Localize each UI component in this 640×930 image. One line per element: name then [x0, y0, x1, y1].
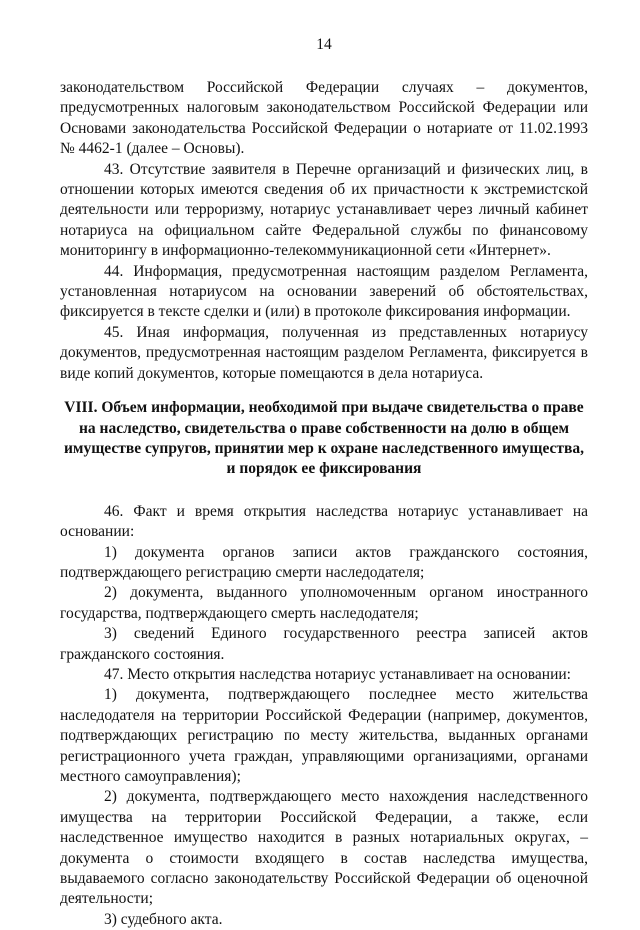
paragraph-47-item-3: 3) судебного акта. [104, 910, 223, 928]
paragraph-47-item-2: 2) документа, подтверждающего место нахождения наследственного имущества на территории Российской Федерации, а также, если наследственное имущество находится в разных нотариальных округах, – документа о стоимости входящего в состав наследства имущества, выдаваемого согласно законодательству Российской Федерации об оценочной деятельности; [60, 788, 588, 908]
paragraph-46-item-3: 3) сведений Единого государственного реестра записей актов гражданского состояния. [60, 625, 588, 663]
paragraph-46: 46. Факт и время открытия наследства нотариус устанавливает на основании: [60, 502, 588, 541]
paragraph-43: 43. Отсутствие заявителя в Перечне организаций и физических лиц, в отношении которых имеются сведения об их причастности к экстремистской деятельности или терроризму, нотариус устанавливает через личный кабинет нотариуса на официальном сайте Федеральной службы по финансовому мониторингу в информационно-телекоммуникационной сети «Интернет». [60, 160, 588, 260]
paragraph-47: 47. Место открытия наследства нотариус устанавливает на основании: [104, 665, 571, 683]
paragraph-46-item-2: 2) документа, выданного уполномоченным органом иностранного государства, подтверждающего смерть наследодателя; [60, 584, 588, 622]
paragraph-44: 44. Информация, предусмотренная настоящим разделом Регламента, установленная нотариусом на основании заверений об обстоятельствах, фиксируется в тексте сделки и (или) в протоколе фиксирования информации. [60, 262, 588, 321]
paragraph-47-item-1: 1) документа, подтверждающего последнее место жительства наследодателя на территории Российской Федерации (например, документов, подтверждающих регистрацию по месту жительства, выданных органами регистрационного учета граждан, управляющими организациями, органами местного самоуправления); [60, 686, 588, 785]
paragraph-45: 45. Иная информация, полученная из представленных нотариусу документов, предусмотренная настоящим разделом Регламента, фиксируется в виде копий документов, которые помещаются в дела нотариуса. [60, 323, 588, 382]
page-number: 14 [316, 36, 332, 53]
paragraph-46-item-1: 1) документа органов записи актов гражданского состояния, подтверждающего регистрацию смерти наследодателя; [60, 543, 588, 581]
paragraph-continuation: законодательством Российской Федерации случаях – документов, предусмотренных налоговым законодательством Российской Федерации или Основами законодательства Российской Федерации о нотариате от 11.02.1993 № 4462-1 (далее – Основы). [60, 79, 588, 158]
section-heading: VIII. Объем информации, необходимой при выдаче свидетельства о праве на наследство, свидетельства о праве собственности на долю в общем имуществе супругов, принятии мер к охране наследственного имущества, и порядок ее фиксирования [63, 399, 584, 478]
